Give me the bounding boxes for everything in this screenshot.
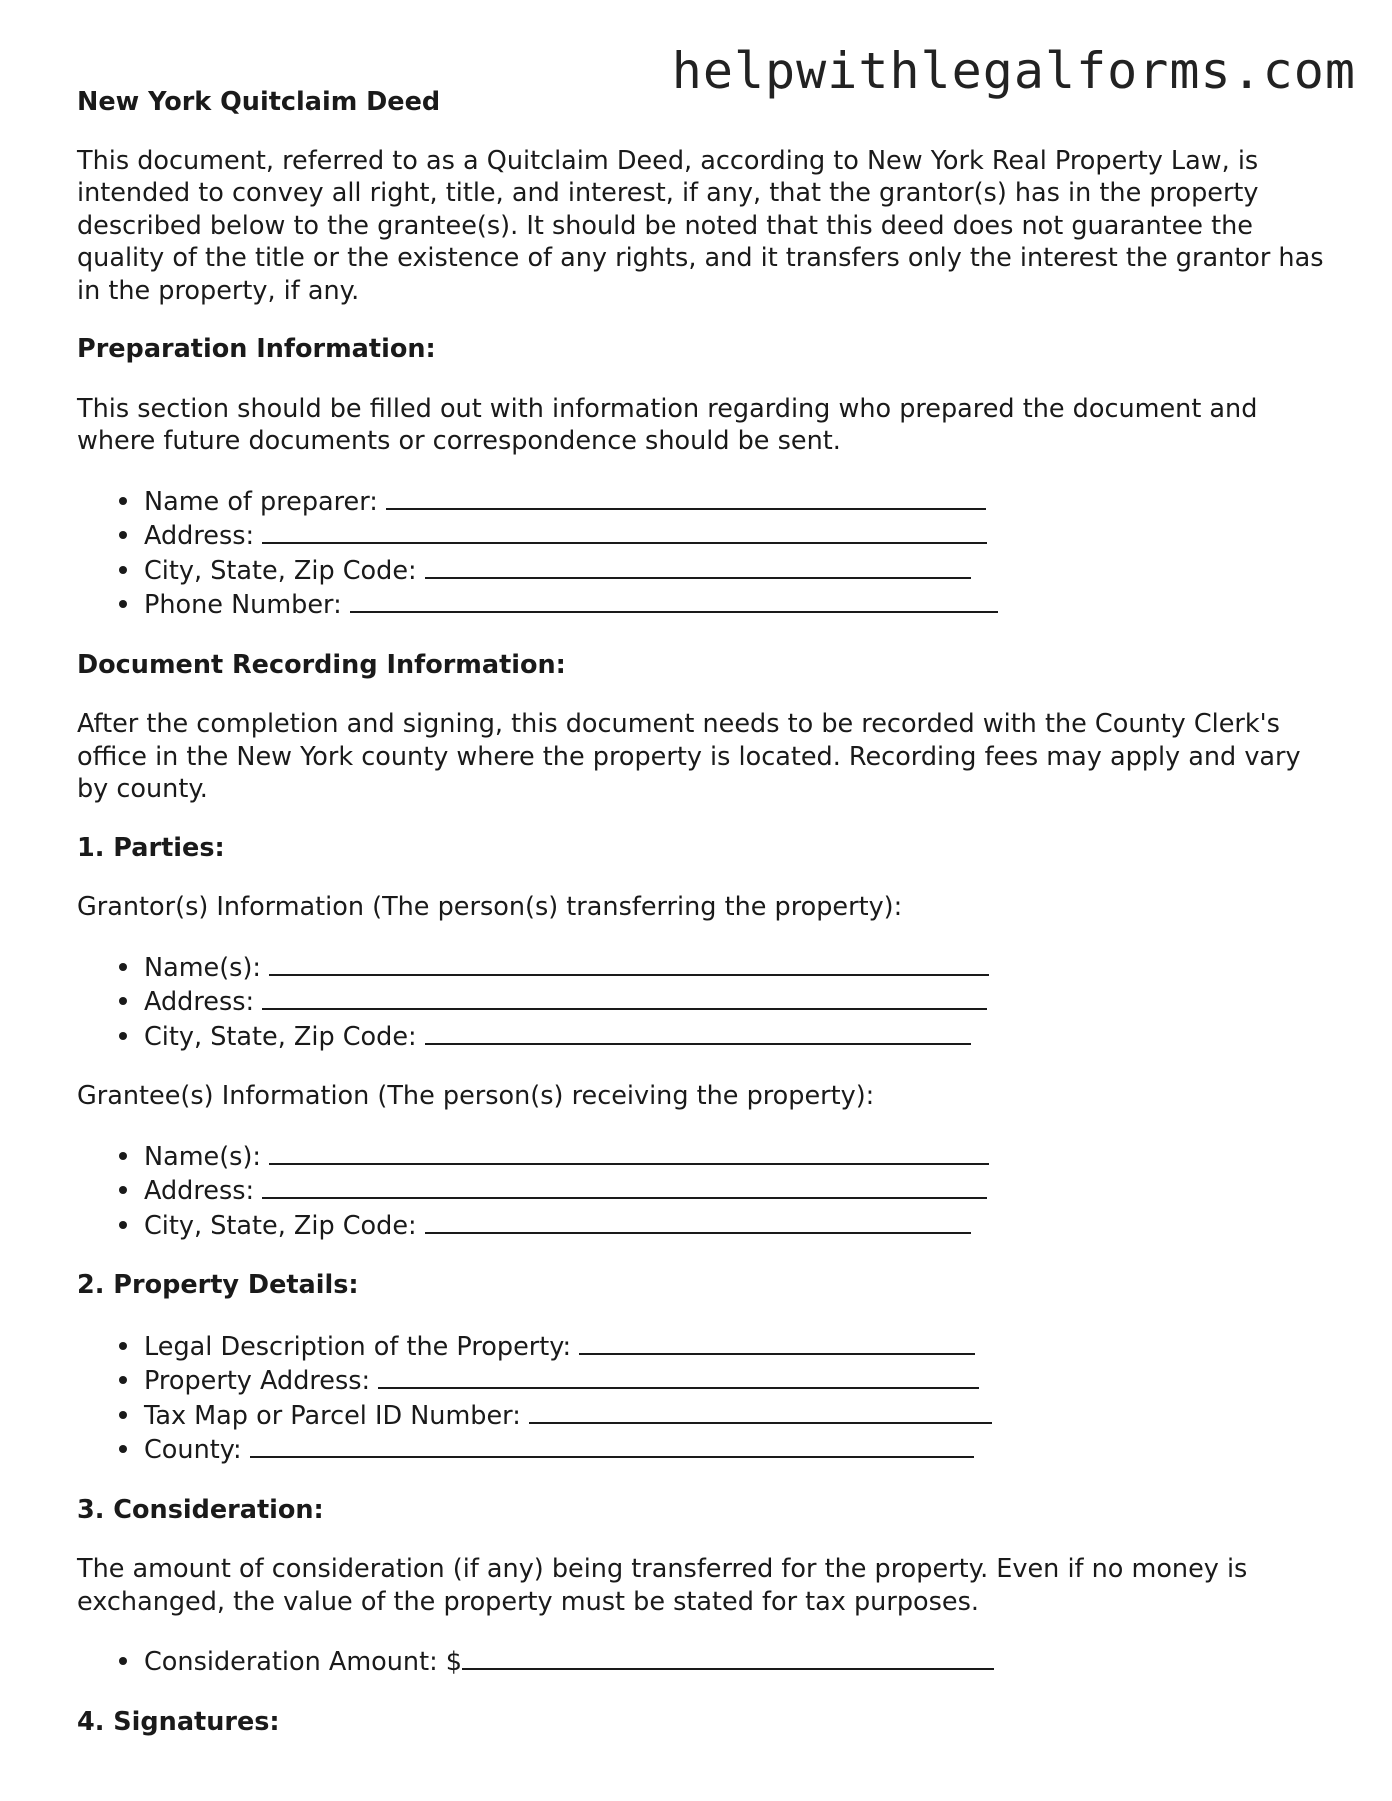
legal-description-blank[interactable] — [579, 1329, 975, 1355]
grantor-city-blank[interactable] — [425, 1019, 971, 1045]
list-item — [144, 950, 1327, 985]
field-label: Property Address: — [144, 1366, 371, 1396]
preparation-heading: Preparation Information: — [77, 334, 436, 364]
grantee-city-blank[interactable] — [425, 1208, 971, 1234]
grantee-label: Grantee(s) Information (The person(s) receiving the property): — [77, 1081, 875, 1111]
field-label: Name(s): — [144, 952, 262, 983]
consideration-text: The amount of consideration (if any) being transferred for the property. Even if no money is exchanged, the value of the property must be stated for tax purposes. — [77, 1554, 1248, 1617]
document-body — [77, 86, 1327, 1765]
preparer-address-blank[interactable] — [262, 518, 987, 544]
grantor-address-blank[interactable] — [262, 984, 987, 1010]
grantor-label: Grantor(s) Information (The person(s) transferring the property): — [77, 892, 903, 922]
list-item — [144, 553, 1327, 588]
property-fields — [77, 1329, 1327, 1467]
list-item — [144, 1329, 1327, 1364]
preparer-phone-blank[interactable] — [350, 587, 998, 613]
list-item — [144, 1173, 1327, 1208]
recording-text: After the completion and signing, this document needs to be recorded with the County Clerk's office in the New York county where the property is located. Recording fees may apply and vary by county. — [77, 709, 1301, 804]
preparation-text: This section should be filled out with information regarding who prepared the document and where future documents or correspondence should be sent. — [77, 393, 1258, 456]
list-item — [144, 1139, 1327, 1174]
field-label: Address: — [144, 1176, 255, 1206]
field-label: Tax Map or Parcel ID Number: — [144, 1400, 521, 1431]
list-item — [144, 1398, 1327, 1433]
list-item — [144, 587, 1327, 622]
grantor-name-blank[interactable] — [269, 950, 989, 976]
grantor-fields — [77, 950, 1327, 1054]
list-item — [144, 518, 1327, 553]
preparer-name-blank[interactable] — [386, 484, 986, 510]
consideration-fields — [77, 1644, 1327, 1679]
field-label: City, State, Zip Code: — [144, 555, 417, 586]
grantee-address-blank[interactable] — [262, 1173, 987, 1199]
consideration-amount-blank[interactable] — [462, 1644, 994, 1670]
field-label: Address: — [144, 987, 255, 1017]
field-label: Phone Number: — [144, 590, 342, 620]
property-address-blank[interactable] — [378, 1363, 979, 1389]
watermark: helpwithlegalforms.com — [671, 42, 1356, 100]
signatures-heading: 4. Signatures: — [77, 1706, 280, 1737]
document-title: New York Quitclaim Deed — [77, 87, 441, 117]
field-label: Name(s): — [144, 1141, 262, 1172]
list-item — [144, 484, 1327, 519]
recording-heading: Document Recording Information: — [77, 649, 566, 680]
list-item — [144, 984, 1327, 1019]
field-label: Address: — [144, 521, 255, 551]
list-item — [144, 1432, 1327, 1467]
field-label: Legal Description of the Property: — [144, 1331, 572, 1362]
preparation-fields — [77, 484, 1327, 622]
list-item — [144, 1644, 1327, 1679]
grantee-name-blank[interactable] — [269, 1139, 989, 1165]
field-label: City, State, Zip Code: — [144, 1021, 417, 1052]
intro-paragraph: This document, referred to as a Quitclaim Deed, according to New York Real Property Law, is intended to convey all right, title, and interest, if any, that the grantor(s) has in the property described below to the grantee(s). It should be noted that this deed does not guarantee the quality of the title or the existence of any rights, and it transfers only the interest the grantor has in the property, if any. — [77, 145, 1324, 306]
field-label: City, State, Zip Code: — [144, 1210, 417, 1241]
county-blank[interactable] — [250, 1432, 974, 1458]
field-label: Name of preparer: — [144, 486, 378, 517]
parties-heading: 1. Parties: — [77, 832, 225, 863]
grantee-fields — [77, 1139, 1327, 1243]
list-item — [144, 1019, 1327, 1054]
parcel-id-blank[interactable] — [529, 1398, 992, 1424]
preparer-city-blank[interactable] — [425, 553, 971, 579]
consideration-heading: 3. Consideration: — [77, 1494, 324, 1525]
field-label: County: — [144, 1435, 242, 1465]
list-item — [144, 1208, 1327, 1243]
field-label: Consideration Amount: $ — [144, 1647, 463, 1677]
list-item — [144, 1363, 1327, 1398]
property-heading: 2. Property Details: — [77, 1270, 359, 1300]
